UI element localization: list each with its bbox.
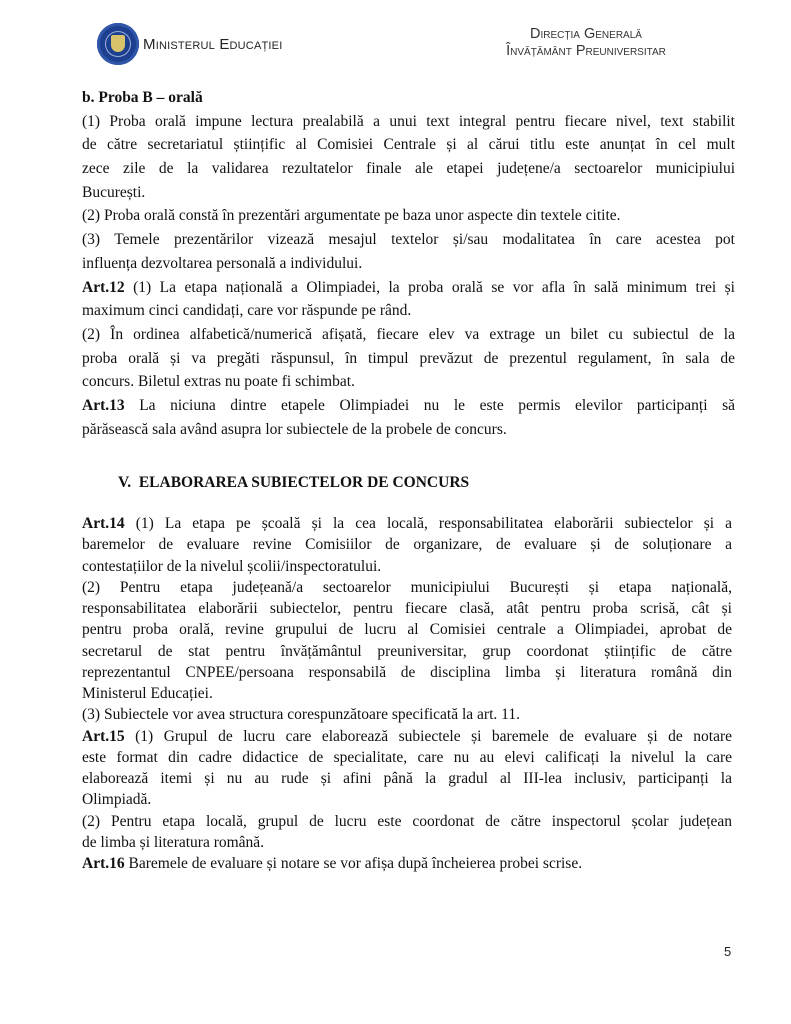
text-line	[82, 252, 735, 276]
bold-lead: Art.14	[82, 515, 125, 532]
text-line	[82, 832, 732, 853]
line-text: baremelor de evaluare revine Comisiilor de organizare, de evaluare și de soluționare a	[82, 536, 732, 554]
line-text: (2) Proba orală constă în prezentări argumentate pe baza unor aspecte din textele citite.	[82, 207, 621, 225]
text-line	[82, 418, 735, 442]
text-line	[82, 534, 732, 555]
text-line	[82, 276, 735, 300]
text-line	[82, 228, 735, 252]
line-text: (1) La etapa națională a Olimpiadei, la proba orală se vor afla în sală minimum trei și	[124, 278, 735, 296]
line-text: (3) Subiectele vor avea structura corespunzătoare specificată la art. 11.	[82, 706, 520, 724]
directorate-line-2: Învățământ Preuniversitar	[506, 43, 666, 59]
text-line	[82, 299, 735, 323]
page-number: 5	[724, 944, 732, 959]
line-text: Olimpiadă.	[82, 791, 152, 809]
line-text: responsabilitatea elaborării subiectelor, pentru fiecare clasă, atât pentru proba scrisă, cât și	[82, 600, 732, 617]
section-elaborarea-subiectelor	[82, 513, 732, 874]
text-line	[82, 181, 735, 205]
bold-lead: Art.13	[82, 396, 125, 414]
text-line	[82, 133, 735, 157]
text-line	[82, 323, 735, 347]
line-text: secretarul de stat pentru învățământul preuniversitar, grup coordonat științific de către	[82, 642, 732, 660]
line-text: (2) Pentru etapa județeană/a sectoarelor municipiului București și etapa națională,	[82, 578, 732, 596]
text-line	[82, 394, 735, 418]
bold-lead: Art.15	[82, 727, 125, 745]
text-line	[82, 86, 735, 110]
text-line	[82, 598, 732, 619]
line-text: reprezentantul CNPEE/persoana responsabilă de disciplina limba și literatura română din	[82, 663, 732, 681]
text-line	[82, 619, 732, 640]
text-line	[82, 768, 732, 789]
text-line	[82, 370, 735, 394]
bold-lead: Art.16	[82, 855, 125, 872]
line-text: (1) La etapa pe școală și la cea locală, responsabilitatea elaborării subiectelor și a	[124, 515, 732, 532]
directorate-name	[470, 26, 702, 60]
line-text: Baremele de evaluare și notare se vor afișa după încheierea probei scrise.	[124, 855, 583, 872]
line-text: influența dezvoltarea personală a individului.	[82, 254, 363, 272]
section-proba-orala	[82, 86, 735, 441]
line-text: contestațiilor de la nivelul școlii/inspectoratului.	[82, 557, 382, 575]
line-text: concurs. Biletul extras nu poate fi schimbat.	[82, 373, 355, 391]
text-line	[82, 556, 732, 577]
line-text: pentru proba orală, revine grupului de lucru al Comisiei centrale a Olimpiadei, aprobat de	[82, 621, 732, 639]
text-line	[82, 747, 732, 768]
line-text: La niciuna dintre etapele Olimpiadei nu le este permis elevilor participanți să	[124, 396, 735, 414]
line-text: elaborează itemi și nu au rude și afini până la gradul al III-lea inclusiv, participanți la	[82, 770, 732, 787]
line-text: (2) Pentru etapa locală, grupul de lucru este coordonat de către inspectorul școlar județean	[82, 812, 732, 830]
text-line	[82, 347, 735, 371]
line-text: de către secretariatul științific al Comisiei Centrale și al cărui titlu este anunțat în cel mult	[82, 136, 735, 154]
line-text: maximum cinci candidați, care vor răspunde pe rând.	[82, 302, 412, 320]
text-line	[82, 641, 732, 662]
text-line	[82, 110, 735, 134]
line-text: de limba și literatura română.	[82, 833, 265, 851]
directorate-line-1: Direcția Generală	[530, 26, 642, 42]
line-text: este format din cadre didactice de specialitate, care nu au elevi calificați la nivelul la care	[82, 748, 732, 766]
text-line	[82, 577, 732, 598]
text-line	[82, 513, 732, 534]
text-line	[82, 789, 732, 810]
line-text: zece zile de la validarea rezultatelor finale ale etapei județene/a sectoarelor municipiului	[82, 160, 735, 178]
line-text: (3) Temele prezentărilor vizează mesajul textelor și/sau modalitatea în care acestea pot	[82, 231, 735, 249]
chapter-heading: V. ELABORAREA SUBIECTELOR DE CONCURS	[118, 474, 470, 491]
line-text: părăsească sala având asupra lor subiectele de la probele de concurs.	[82, 420, 507, 438]
line-text: (1) Grupul de lucru care elaborează subiectele și baremele de evaluare și de notare	[124, 727, 732, 745]
government-seal-logo	[97, 23, 139, 65]
bold-lead: b. Proba B – orală	[82, 89, 203, 106]
text-line	[82, 811, 732, 832]
line-text: București.	[82, 183, 146, 201]
line-text: Ministerul Educației.	[82, 685, 213, 702]
line-text: proba orală și va pregăti răspunsul, în timpul prevăzut de prezentul regulament, în sala de	[82, 349, 735, 367]
text-line	[82, 204, 735, 228]
line-text: (2) În ordinea alfabetică/numerică afișată, fiecare elev va extrage un bilet cu subiectul de la	[82, 325, 735, 343]
text-line	[82, 157, 735, 181]
text-line	[82, 726, 732, 747]
line-text: (1) Proba orală impune lectura prealabilă a unui text integral pentru fiecare nivel, text stabilit	[82, 112, 735, 130]
text-line	[82, 683, 732, 704]
text-line	[82, 704, 732, 725]
text-line	[82, 853, 732, 874]
ministry-name: Ministerul Educației	[143, 36, 283, 53]
text-line	[82, 662, 732, 683]
bold-lead: Art.12	[82, 278, 125, 296]
